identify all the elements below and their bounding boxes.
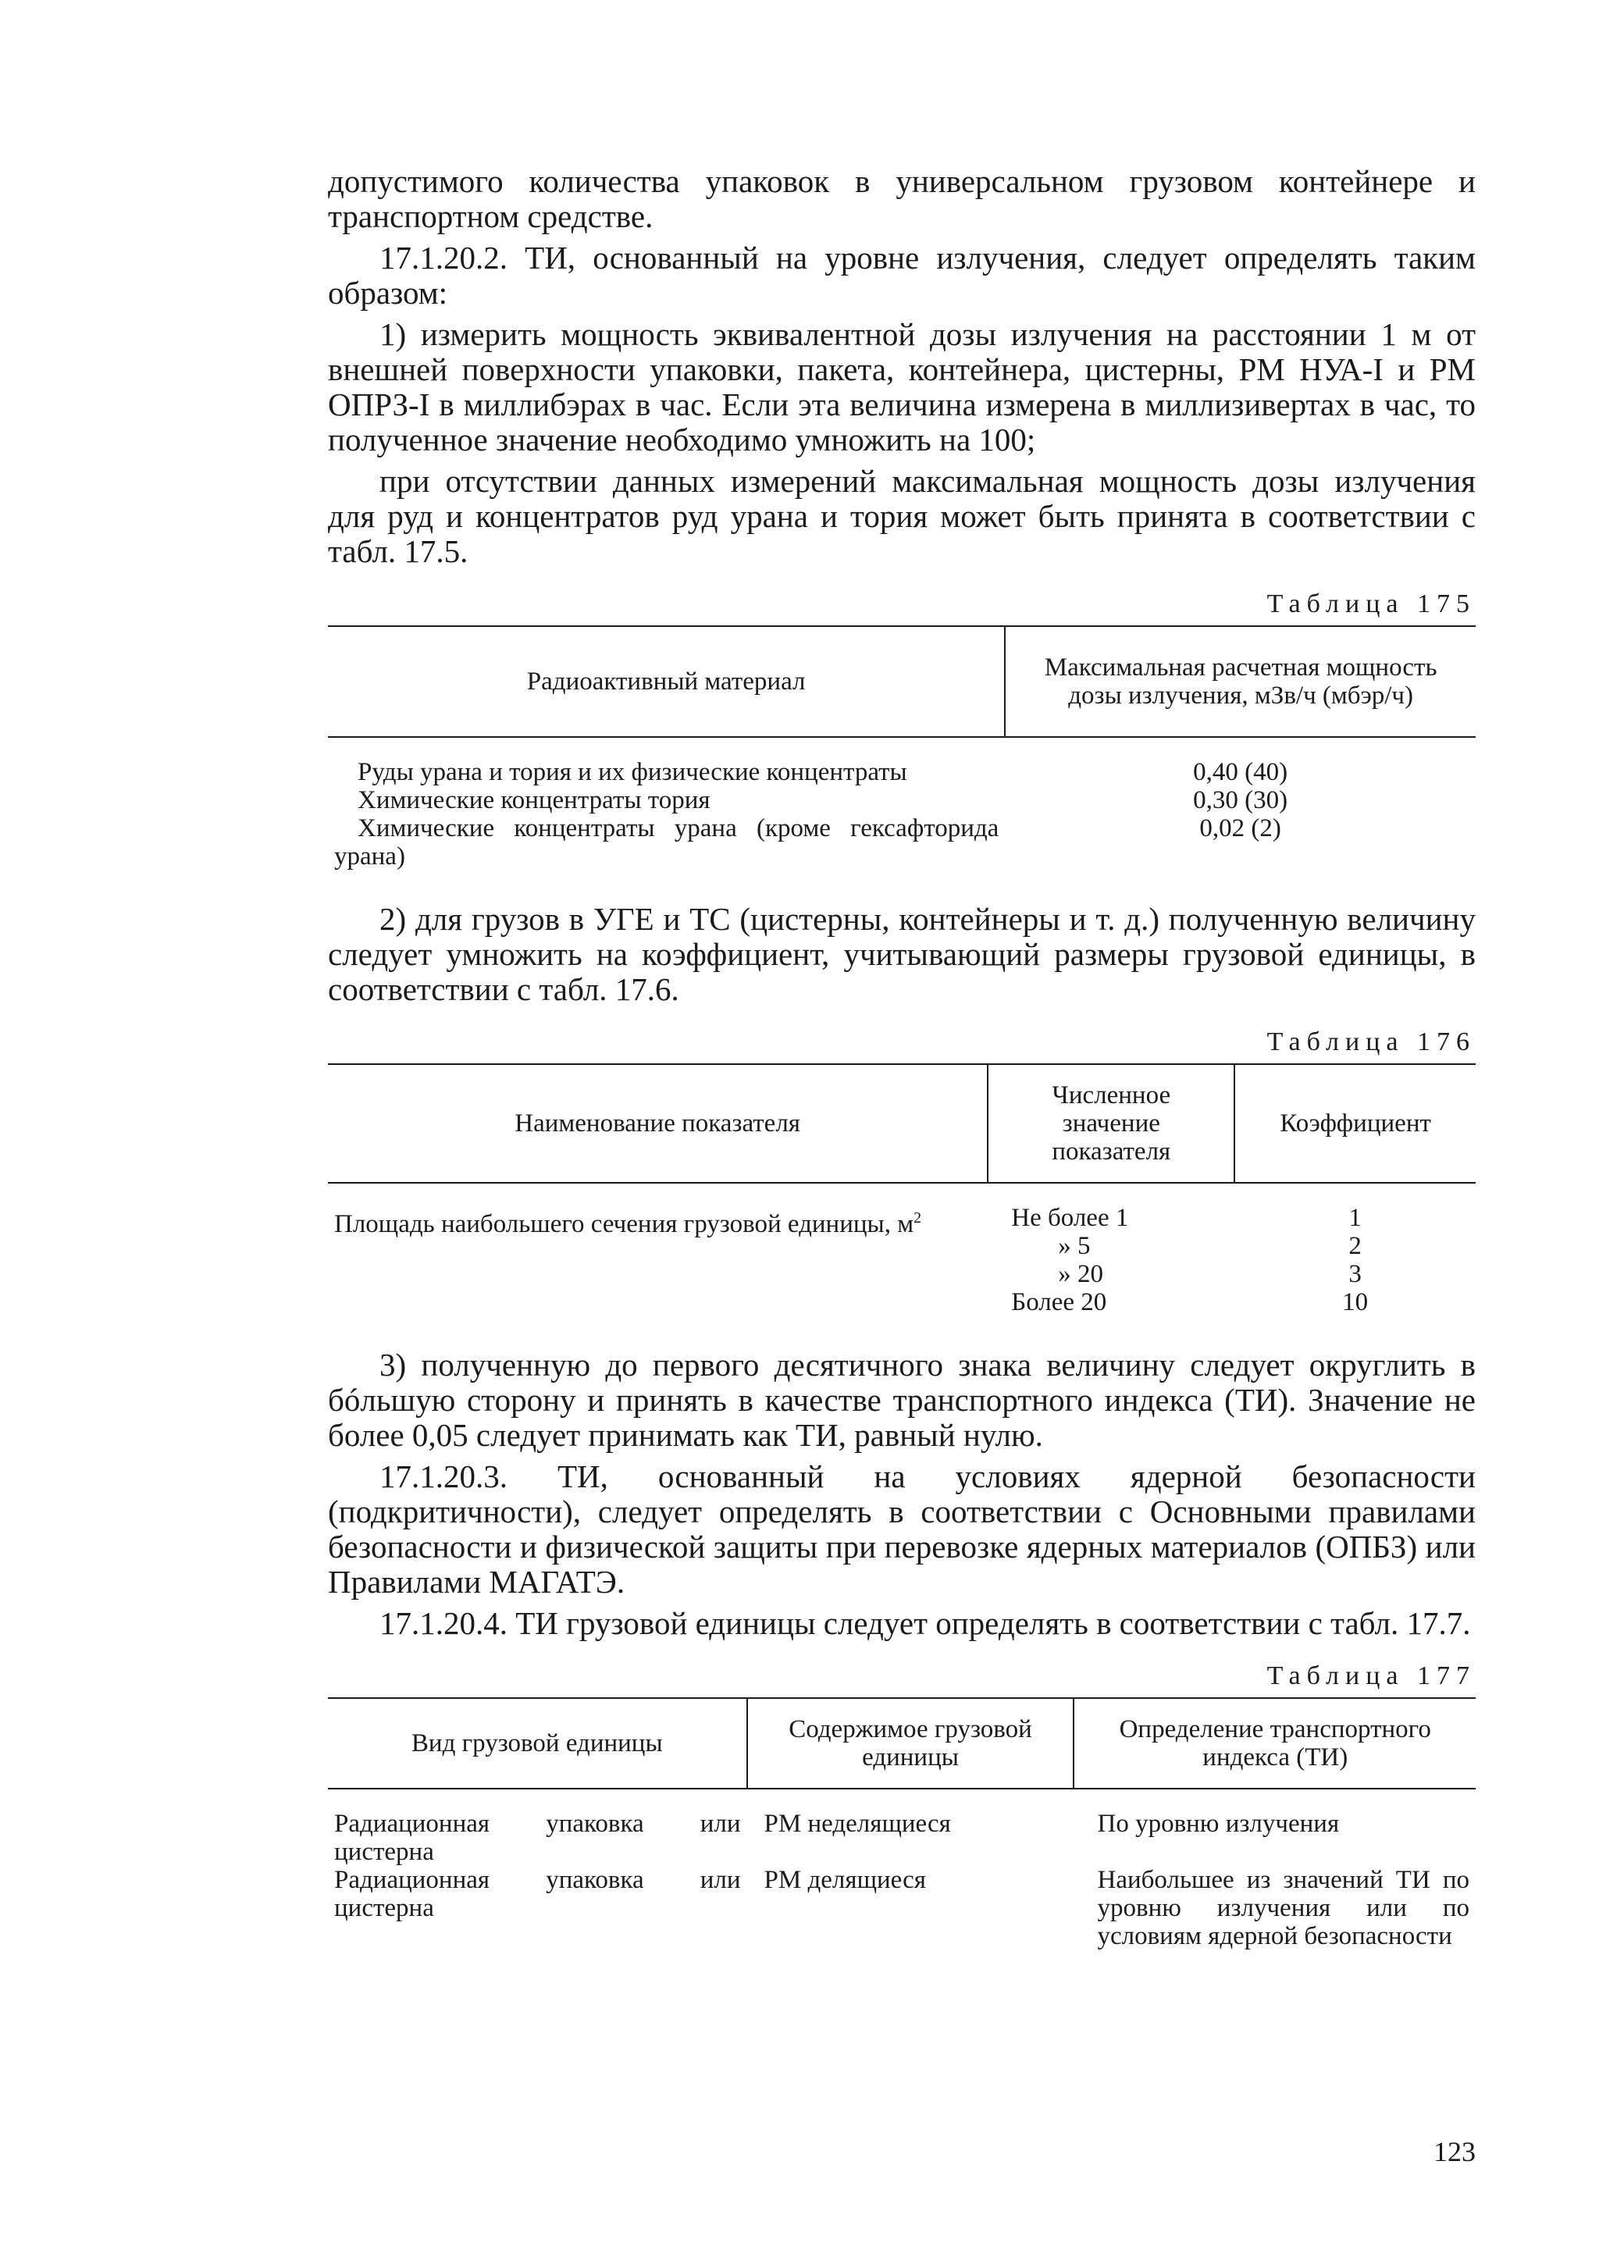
table-row (328, 1789, 1476, 1866)
page-number: 123 (1433, 2136, 1476, 2167)
table-177-kind: Радиационная упаковка или цистерна (334, 1866, 741, 1922)
paragraph-17-1-20-2: 17.1.20.2. ТИ, основанный на уровне излучения, следует определять таким образом: (328, 240, 1476, 311)
table-175 (328, 625, 1476, 871)
table-175-value: 0,30 (30) (1193, 786, 1288, 814)
paragraph-17-1-20-3: 17.1.20.3. ТИ, основанный на условиях ядерной безопасности (подкритичности), следует определять в соответствии с Основными правилами безопасности и физической защиты при перевозке ядерных материалов (ОПБЗ) или Правилами МАГАТЭ. (328, 1458, 1476, 1600)
table-176-coefficient: 2 (1348, 1232, 1362, 1260)
table-177-content: РМ делящиеся (764, 1866, 926, 1894)
paragraph-continuation: допустимого количества упаковок в универсальном грузовом контейнере и транспортном средстве. (328, 163, 1476, 234)
table-177-header-ti: Определение транспортного индекса (ТИ) (1074, 1698, 1476, 1789)
document-page (328, 164, 1476, 1950)
table-175-material: Руды урана и тория и их физические концентраты (358, 758, 907, 786)
table-176-header-value: Численное значение показателя (988, 1064, 1234, 1183)
table-177-caption: Таблица 177 (1266, 1661, 1476, 1690)
table-177-ti: Наибольшее из значений ТИ по уровню излучения или по условиям ядерной безопасности (1097, 1866, 1469, 1950)
paragraph-item-2: 2) для грузов в УГЕ и ТС (цистерны, контейнеры и т. д.) полученную величину следует умножить на коэффициент, учитывающий размеры грузовой единицы, в соответствии с табл. 17.6. (328, 901, 1476, 1007)
table-176-row-label-text: Площадь наибольшего сечения грузовой единицы, м (334, 1210, 914, 1238)
paragraph-no-measurements: при отсутствии данных измерений максимальная мощность дозы излучения для руд и концентратов руд урана и тория может быть принята в соответствии с табл. 17.5. (328, 463, 1476, 569)
table-176-coefficient: 3 (1348, 1260, 1362, 1288)
table-176-caption: Таблица 176 (1266, 1027, 1476, 1056)
table-176-coefficients (1234, 1183, 1476, 1316)
table-176-value: » 5 (1058, 1232, 1091, 1260)
table-176-coefficient: 10 (1342, 1288, 1369, 1316)
table-row (328, 1866, 1476, 1950)
table-177-header-kind: Вид грузовой единицы (328, 1698, 747, 1789)
table-row (328, 1183, 1476, 1316)
table-177-content: РМ неделящиеся (764, 1810, 951, 1838)
table-176-header-coefficient: Коэффициент (1234, 1064, 1476, 1183)
table-177-ti: По уровню излучения (1097, 1810, 1340, 1838)
table-176-row-label-sup: 2 (914, 1209, 921, 1227)
table-175-header-dose: Максимальная расчетная мощность дозы излучения, мЗв/ч (мбэр/ч) (1005, 626, 1476, 737)
table-175-material: Химические концентраты тория (358, 786, 710, 814)
table-row (328, 814, 1476, 871)
table-176-coefficient: 1 (1348, 1204, 1362, 1232)
table-176 (328, 1063, 1476, 1316)
table-row (328, 737, 1476, 786)
table-175-header-material: Радиоактивный материал (328, 626, 1005, 737)
paragraph-item-3: 3) полученную до первого десятичного знака величину следует округлить в бóльшую сторону и принять в качестве транспортного индекса (ТИ). Значение не более 0,05 следует принимать как ТИ, равный нулю. (328, 1347, 1476, 1453)
table-175-caption: Таблица 175 (1266, 589, 1476, 618)
table-175-value: 0,40 (40) (1193, 758, 1288, 786)
table-175-material: Химические концентраты урана (кроме гексафторида урана) (334, 814, 999, 871)
table-176-value: Более 20 (1011, 1288, 1107, 1316)
table-177-header-content: Содержимое грузовой единицы (747, 1698, 1074, 1789)
table-175-value: 0,02 (2) (1199, 814, 1281, 842)
table-176-value: » 20 (1058, 1260, 1103, 1288)
table-row (328, 786, 1476, 814)
table-176-header-name: Наименование показателя (328, 1064, 988, 1183)
paragraph-17-1-20-4: 17.1.20.4. ТИ грузовой единицы следует определять в соответствии с табл. 17.7. (379, 1605, 1471, 1641)
table-176-values (988, 1183, 1234, 1316)
paragraph-item-1: 1) измерить мощность эквивалентной дозы излучения на расстоянии 1 м от внешней поверхности упаковки, пакета, контейнера, цистерны, РМ НУА-I и РМ ОПРЗ-I в миллибэрах в час. Если эта величина измерена в миллизивертах в час, то полученное значение необходимо умножить на 100; (328, 316, 1476, 458)
table-176-value: Не более 1 (1011, 1204, 1129, 1232)
table-177 (328, 1697, 1476, 1950)
table-176-row-label (328, 1183, 988, 1316)
table-177-kind: Радиационная упаковка или цистерна (334, 1810, 741, 1866)
